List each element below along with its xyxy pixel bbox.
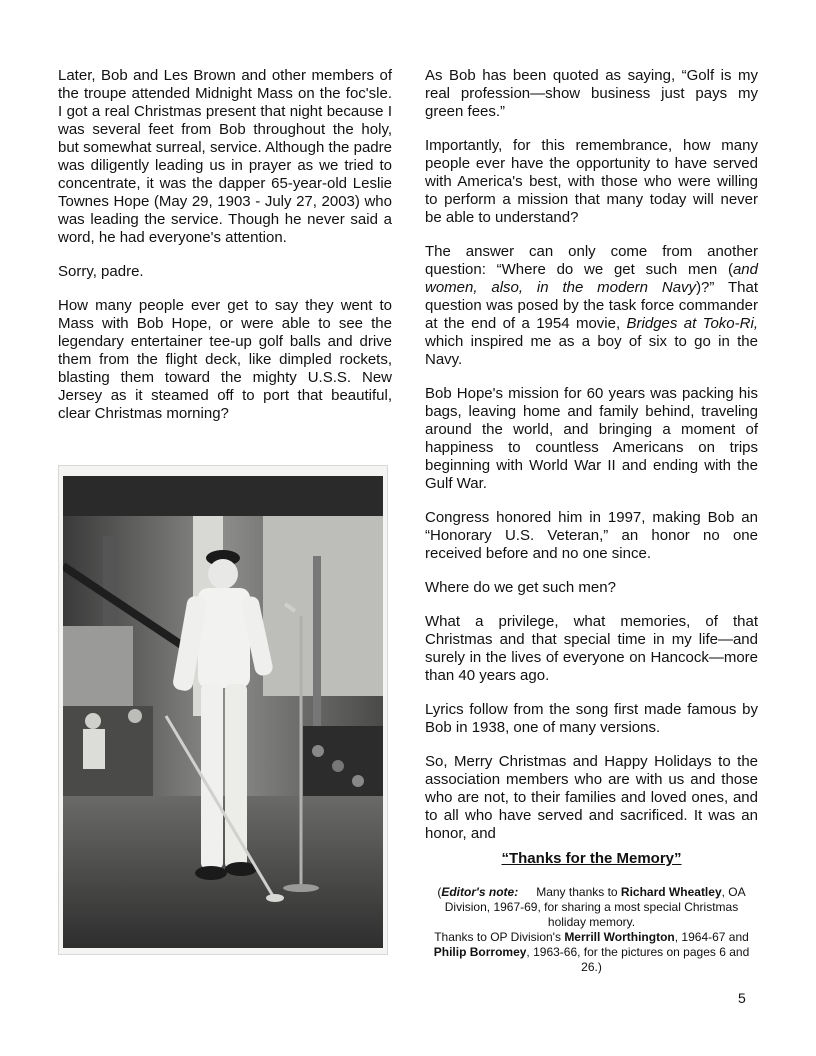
note-text-5: , 1963-66, for the pictures on pages 6 and 26.) bbox=[526, 945, 750, 974]
paragraph-congress: Congress honored him in 1997, making Bob an “Honorary U.S. Veteran,” an honor no one received before and no one since. bbox=[425, 509, 758, 562]
bob-hope-photo bbox=[58, 465, 388, 955]
such-men-italic-1: and women, also, in the modern Navy bbox=[425, 261, 758, 296]
paragraph-where-do-we-get: Where do we get such men? bbox=[425, 579, 616, 596]
paragraph-sorry-padre: Sorry, padre. bbox=[58, 263, 144, 280]
paragraph-such-men bbox=[425, 243, 758, 369]
note-text-1: Many thanks to bbox=[536, 885, 621, 899]
paragraph-midnight-mass: Later, Bob and Les Brown and other members of the troupe attended Midnight Mass on the foc'sle. I got a real Christmas present that night because I was several feet from Bob throughout the holy, but somewhat surreal, service. Although the padre was diligently leading us in prayer as we tried to concentrate, it was the dapper 65-year-old Leslie Townes Hope (May 29, 1903 - July 27, 2003) who was leading the service. Though he never said a word, he had everyone's attention. bbox=[58, 67, 392, 246]
bob-hope-on-stage-image bbox=[63, 476, 383, 948]
note-open-paren: ( bbox=[437, 885, 442, 899]
paragraph-golf-quote: As Bob has been quoted as saying, “Golf is my real profession—show business just pays my green fees.” bbox=[425, 67, 758, 120]
paragraph-lyrics: Lyrics follow from the song first made famous by Bob in 1938, one of many versions. bbox=[425, 701, 758, 736]
such-men-text-1: The answer can only come from another question: “Where do we get such men ( bbox=[425, 243, 758, 278]
paragraph-golf-balls: How many people ever get to say they went to Mass with Bob Hope, or were able to see the legendary entertainer tee-up golf balls and drive them from the flight deck, like dimpled rockets, blasting them toward the mighty U.S.S. New Jersey as it steamed off to port that beautiful, clear Christmas morning? bbox=[58, 297, 392, 422]
right-column bbox=[425, 67, 758, 859]
movie-title: Bridges at Toko-Ri, bbox=[626, 315, 758, 332]
note-name-wheatley: Richard Wheatley bbox=[620, 885, 722, 899]
note-text-3: Thanks to OP Division's bbox=[434, 930, 565, 944]
such-men-text-3: which inspired me as a boy of six to go in the Navy. bbox=[425, 333, 758, 368]
page-number: 5 bbox=[738, 990, 746, 1006]
note-name-borromey: Philip Borromey bbox=[433, 945, 527, 959]
song-title: “Thanks for the Memory” bbox=[501, 850, 682, 867]
editors-note-label: Editor's note: bbox=[441, 885, 519, 899]
paragraph-americas-best: Importantly, for this remembrance, how many people ever have the opportunity to have served with America's best, with those who were willing to perform a mission that many today will never be able to understand? bbox=[425, 137, 758, 226]
paragraph-merry-christmas: So, Merry Christmas and Happy Holidays to the association members who are with us and those who are not, to their families and loved ones, and to all who have served and sacrificed. It was an honor, and bbox=[425, 753, 758, 842]
note-text-2: , OA Division, 1967-69, for sharing a most special Christmas holiday memory. bbox=[444, 885, 746, 929]
editors-note bbox=[425, 885, 758, 975]
note-name-worthington: Merrill Worthington bbox=[564, 930, 675, 944]
such-men-text-2: )?” That question was posed by the task force commander at the end of a 1954 movie, bbox=[425, 279, 758, 332]
note-text-4: , 1964-67 and bbox=[674, 930, 749, 944]
paragraph-mission: Bob Hope's mission for 60 years was packing his bags, leaving home and family behind, traveling around the world, and bringing a moment of happiness to countless Americans on trips beginning with World War II and ending with the Gulf War. bbox=[425, 385, 758, 492]
paragraph-privilege: What a privilege, what memories, of that Christmas and that special time in my life—and surely in the lives of everyone on Hancock—more than 40 years ago. bbox=[425, 613, 758, 684]
left-column bbox=[58, 67, 392, 439]
